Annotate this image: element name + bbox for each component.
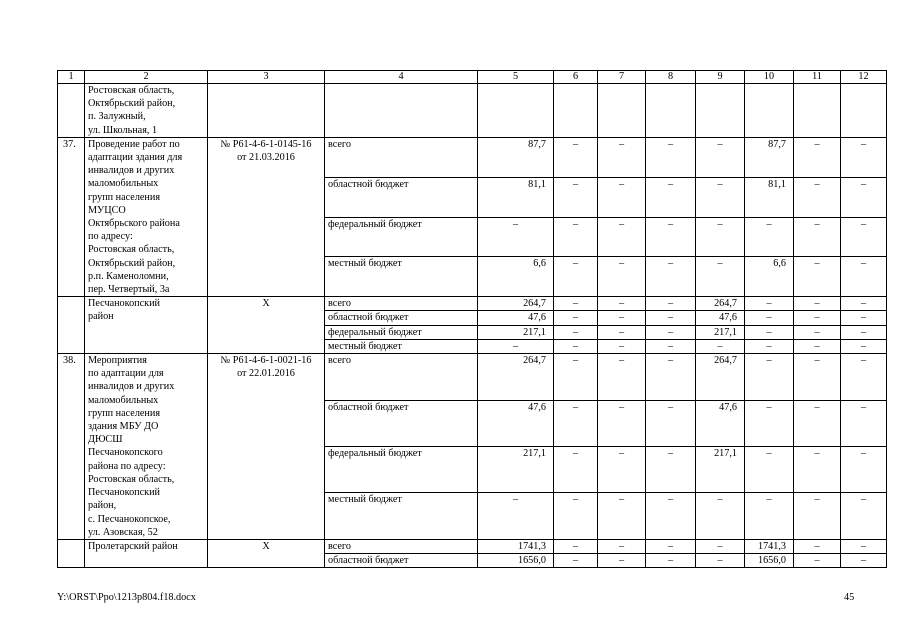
value-cell-c8: –	[646, 400, 696, 446]
object-name-cell	[85, 84, 208, 138]
value-cell-c6: –	[554, 554, 598, 568]
empty-cell	[478, 84, 554, 138]
row-number-cell	[58, 84, 85, 138]
value-cell-c6: –	[554, 400, 598, 446]
text-line: маломобильных	[88, 394, 159, 406]
value-cell-c12: –	[841, 137, 887, 177]
value-cell-c12: –	[841, 339, 887, 353]
value-cell-c12: –	[841, 297, 887, 311]
value-cell-c7: –	[598, 311, 646, 325]
text-line: по адресу:	[88, 231, 133, 243]
value-cell-c11: –	[794, 446, 841, 492]
value-cell-c11: –	[794, 217, 841, 257]
value-cell-c6: –	[554, 539, 598, 553]
value-cell-c5: –	[478, 339, 554, 353]
text-line: МУЦСО	[88, 204, 126, 216]
text-line: район,	[88, 500, 117, 512]
text-line: групп населения	[88, 407, 161, 419]
value-cell-c5: 264,7	[478, 354, 554, 400]
value-cell-c7: –	[598, 217, 646, 257]
text-line: групп населения	[88, 191, 161, 203]
text-line: от 21.03.2016	[237, 152, 295, 164]
value-cell-c7: –	[598, 339, 646, 353]
text-line: района по адресу:	[88, 460, 166, 472]
value-cell-c9: –	[696, 539, 745, 553]
text-line: ул. Школьная, 1	[88, 124, 158, 136]
value-cell-c6: –	[554, 297, 598, 311]
value-cell-c12: –	[841, 400, 887, 446]
value-cell-c6: –	[554, 217, 598, 257]
text-line: инвалидов и других	[88, 165, 175, 177]
value-cell-c6: –	[554, 446, 598, 492]
row-number-cell: 37.	[58, 137, 85, 296]
text-line: Мероприятия	[88, 355, 147, 367]
text-line: Октябрьский район,	[88, 98, 176, 110]
value-cell-c5: 264,7	[478, 297, 554, 311]
value-cell-c9: –	[696, 257, 745, 297]
value-cell-c6: –	[554, 137, 598, 177]
text-line: с. Песчанокопское,	[88, 513, 171, 525]
value-cell-c10: 81,1	[745, 177, 794, 217]
value-cell-c5: 1656,0	[478, 554, 554, 568]
value-cell-c9: –	[696, 554, 745, 568]
row-number-cell	[58, 539, 85, 567]
district1-row	[58, 297, 887, 311]
value-cell-c7: –	[598, 554, 646, 568]
value-cell-c7: –	[598, 539, 646, 553]
empty-cell	[208, 84, 325, 138]
value-cell-c5: 47,6	[478, 311, 554, 325]
empty-cell	[554, 84, 598, 138]
value-cell-c12: –	[841, 354, 887, 400]
funding-source: всего	[325, 137, 478, 177]
value-cell-c11: –	[794, 339, 841, 353]
header-cell: 9	[696, 71, 745, 84]
text-line: п. Залужный,	[88, 111, 146, 123]
value-cell-c8: –	[646, 339, 696, 353]
header-cell: 2	[85, 71, 208, 84]
text-line: ДЮСШ	[88, 434, 123, 446]
value-cell-c7: –	[598, 325, 646, 339]
text-line: здания МБУ ДО	[88, 421, 159, 433]
value-cell-c8: –	[646, 354, 696, 400]
value-cell-c11: –	[794, 257, 841, 297]
value-cell-c5: –	[478, 217, 554, 257]
header-row	[58, 71, 887, 84]
value-cell-c9: 217,1	[696, 446, 745, 492]
value-cell-c6: –	[554, 311, 598, 325]
funding-source: областной бюджет	[325, 311, 478, 325]
value-cell-c5: 87,7	[478, 137, 554, 177]
value-cell-c6: –	[554, 493, 598, 539]
object-name-cell	[85, 354, 208, 540]
value-cell-c6: –	[554, 177, 598, 217]
item37-row	[58, 137, 887, 177]
text-line: Октябрьский район,	[88, 257, 176, 269]
district2-row	[58, 539, 887, 553]
value-cell-c10: –	[745, 297, 794, 311]
funding-source: местный бюджет	[325, 493, 478, 539]
row-number-cell: 38.	[58, 354, 85, 540]
value-cell-c10: 1656,0	[745, 554, 794, 568]
value-cell-c8: –	[646, 325, 696, 339]
value-cell-c10: –	[745, 311, 794, 325]
text-line: ул. Азовская, 52	[88, 526, 158, 538]
value-cell-c5: –	[478, 493, 554, 539]
text-line: от 22.01.2016	[237, 368, 295, 380]
footer-page-number: 45	[844, 592, 855, 603]
funding-source: местный бюджет	[325, 339, 478, 353]
value-cell-c8: –	[646, 217, 696, 257]
empty-cell	[794, 84, 841, 138]
value-cell-c5: 217,1	[478, 325, 554, 339]
value-cell-c12: –	[841, 177, 887, 217]
value-cell-c9: 264,7	[696, 297, 745, 311]
value-cell-c12: –	[841, 493, 887, 539]
value-cell-c12: –	[841, 446, 887, 492]
value-cell-c5: 6,6	[478, 257, 554, 297]
value-cell-c7: –	[598, 297, 646, 311]
funding-source: федеральный бюджет	[325, 325, 478, 339]
document-cell	[208, 354, 325, 540]
text-line: Ростовская область,	[88, 244, 175, 256]
value-cell-c8: –	[646, 493, 696, 539]
object-name-cell	[85, 297, 208, 354]
value-cell-c7: –	[598, 400, 646, 446]
value-cell-c8: –	[646, 257, 696, 297]
text-line: Пролетарский район	[88, 540, 178, 552]
value-cell-c12: –	[841, 539, 887, 553]
value-cell-c8: –	[646, 539, 696, 553]
value-cell-c11: –	[794, 554, 841, 568]
header-cell: 7	[598, 71, 646, 84]
value-cell-c11: –	[794, 297, 841, 311]
value-cell-c12: –	[841, 257, 887, 297]
value-cell-c10: –	[745, 493, 794, 539]
header-cell: 8	[646, 71, 696, 84]
header-cell: 12	[841, 71, 887, 84]
value-cell-c11: –	[794, 311, 841, 325]
value-cell-c9: –	[696, 177, 745, 217]
value-cell-c10: –	[745, 446, 794, 492]
object-name-cell	[85, 137, 208, 296]
document-cell: Х	[208, 539, 325, 567]
text-line: Ростовская область,	[88, 473, 175, 485]
value-cell-c9: 217,1	[696, 325, 745, 339]
value-cell-c9: 47,6	[696, 400, 745, 446]
funding-source: всего	[325, 297, 478, 311]
value-cell-c7: –	[598, 137, 646, 177]
value-cell-c9: –	[696, 493, 745, 539]
value-cell-c10: 87,7	[745, 137, 794, 177]
header-cell: 5	[478, 71, 554, 84]
funding-source: областной бюджет	[325, 177, 478, 217]
value-cell-c8: –	[646, 311, 696, 325]
value-cell-c12: –	[841, 554, 887, 568]
header-cell: 6	[554, 71, 598, 84]
empty-cell	[841, 84, 887, 138]
empty-cell	[745, 84, 794, 138]
value-cell-c12: –	[841, 325, 887, 339]
funding-source: местный бюджет	[325, 257, 478, 297]
header-cell: 11	[794, 71, 841, 84]
value-cell-c10: –	[745, 217, 794, 257]
value-cell-c10: 1741,3	[745, 539, 794, 553]
text-line: Песчанокопского	[88, 447, 163, 459]
value-cell-c8: –	[646, 177, 696, 217]
value-cell-c10: –	[745, 325, 794, 339]
header-cell: 4	[325, 71, 478, 84]
document-cell	[208, 137, 325, 296]
budget-table	[57, 70, 887, 568]
value-cell-c7: –	[598, 354, 646, 400]
header-cell: 3	[208, 71, 325, 84]
value-cell-c9: 264,7	[696, 354, 745, 400]
value-cell-c10: –	[745, 400, 794, 446]
table-body	[58, 71, 887, 568]
value-cell-c8: –	[646, 446, 696, 492]
text-line: Песчанокопский	[88, 487, 160, 499]
text-line: пер. Четвертый, 3а	[88, 284, 170, 296]
empty-cell	[325, 84, 478, 138]
empty-cell	[646, 84, 696, 138]
funding-source: всего	[325, 539, 478, 553]
text-line: № Р61-4-6-1-0021-16	[220, 355, 312, 367]
value-cell-c9: –	[696, 339, 745, 353]
value-cell-c6: –	[554, 257, 598, 297]
value-cell-c11: –	[794, 177, 841, 217]
row-number-cell	[58, 297, 85, 354]
text-line: маломобильных	[88, 178, 159, 190]
value-cell-c11: –	[794, 325, 841, 339]
text-line: район	[88, 311, 114, 323]
text-line: Октябрьского района	[88, 218, 180, 230]
text-line: инвалидов и других	[88, 381, 175, 393]
object-name-cell	[85, 539, 208, 567]
value-cell-c7: –	[598, 446, 646, 492]
text-line: № Р61-4-6-1-0145-16	[220, 138, 312, 150]
value-cell-c9: –	[696, 217, 745, 257]
funding-source: областной бюджет	[325, 554, 478, 568]
value-cell-c7: –	[598, 257, 646, 297]
value-cell-c12: –	[841, 217, 887, 257]
text-line: р.п. Каменоломни,	[88, 270, 169, 282]
value-cell-c11: –	[794, 354, 841, 400]
footer-file-path: Y:\ORST\Ppo\1213p804.f18.docx	[57, 592, 196, 603]
value-cell-c8: –	[646, 297, 696, 311]
funding-source: всего	[325, 354, 478, 400]
text-line: по адаптации для	[88, 368, 164, 380]
value-cell-c5: 1741,3	[478, 539, 554, 553]
value-cell-c10: –	[745, 354, 794, 400]
empty-cell	[598, 84, 646, 138]
empty-cell	[696, 84, 745, 138]
text-line: Ростовская область,	[88, 85, 175, 96]
text-line: Песчанокопский	[88, 298, 160, 310]
funding-source: федеральный бюджет	[325, 217, 478, 257]
value-cell-c10: –	[745, 339, 794, 353]
value-cell-c8: –	[646, 554, 696, 568]
value-cell-c6: –	[554, 354, 598, 400]
value-cell-c11: –	[794, 400, 841, 446]
value-cell-c5: 47,6	[478, 400, 554, 446]
continuation-row	[58, 84, 887, 138]
funding-source: областной бюджет	[325, 400, 478, 446]
value-cell-c11: –	[794, 539, 841, 553]
document-cell: Х	[208, 297, 325, 354]
value-cell-c11: –	[794, 493, 841, 539]
value-cell-c5: 81,1	[478, 177, 554, 217]
value-cell-c10: 6,6	[745, 257, 794, 297]
value-cell-c11: –	[794, 137, 841, 177]
item38-row	[58, 354, 887, 400]
header-cell: 10	[745, 71, 794, 84]
value-cell-c12: –	[841, 311, 887, 325]
value-cell-c9: –	[696, 137, 745, 177]
header-cell: 1	[58, 71, 85, 84]
value-cell-c7: –	[598, 493, 646, 539]
text-line: Проведение работ по	[88, 138, 180, 150]
value-cell-c6: –	[554, 339, 598, 353]
value-cell-c9: 47,6	[696, 311, 745, 325]
funding-source: федеральный бюджет	[325, 446, 478, 492]
text-line: адаптации здания для	[88, 152, 183, 164]
value-cell-c7: –	[598, 177, 646, 217]
value-cell-c5: 217,1	[478, 446, 554, 492]
value-cell-c6: –	[554, 325, 598, 339]
value-cell-c8: –	[646, 137, 696, 177]
